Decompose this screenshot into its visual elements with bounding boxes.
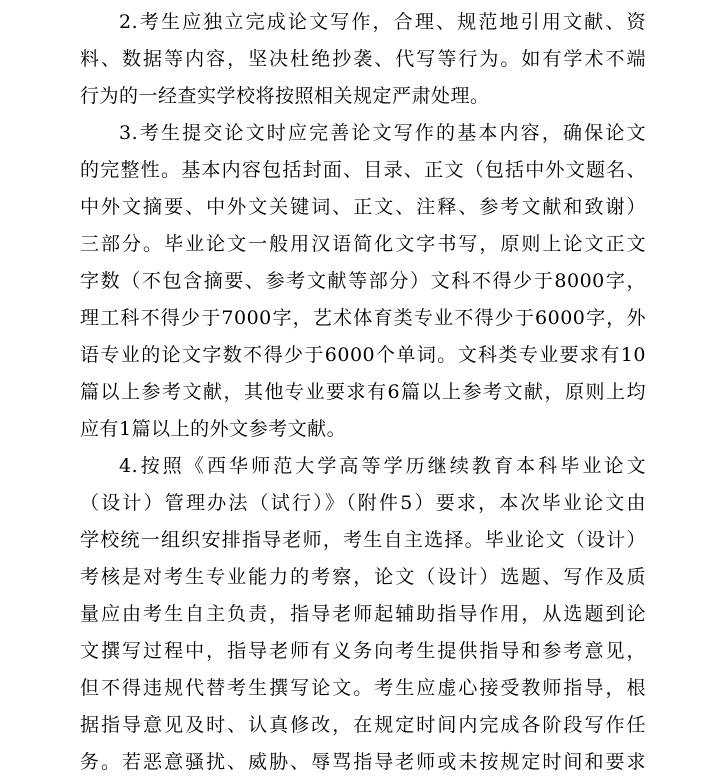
text-line: 行为的一经查实学校将按照相关规定严肃处理。 [80,85,490,107]
text-line: 文撰写过程中，指导老师有义务向考生提供指导和参考意见， [80,640,646,662]
text-line: 但不得违规代替考生撰写论文。考生应虚心接受教师指导，根 [80,677,646,699]
text-line: 4.按照《西华师范大学高等学历继续教育本科毕业论文 [119,455,646,477]
text-line: 考核是对考生专业能力的考察，论文（设计）选题、写作及质 [80,566,646,588]
text-line: 料、数据等内容，坚决杜绝抄袭、代写等行为。如有学术不端 [80,48,646,70]
text-line: 三部分。毕业论文一般用汉语简化文字书写，原则上论文正文 [80,233,646,255]
text-line: 语专业的论文字数不得少于6000个单词。文科类专业要求有10 [80,344,646,366]
text-line: 的完整性。基本内容包括封面、目录、正文（包括中外文题名、 [80,159,646,181]
text-line: 中外文摘要、中外文关键词、正文、注释、参考文献和致谢） [80,196,646,218]
text-line: 务。若恶意骚扰、威胁、辱骂指导老师或未按规定时间和要求 [80,751,646,773]
text-line: 篇以上参考文献，其他专业要求有6篇以上参考文献，原则上均 [80,381,646,403]
text-line: 理工科不得少于7000字，艺术体育类专业不得少于6000字，外 [80,307,646,329]
text-line: 3.考生提交论文时应完善论文写作的基本内容，确保论文 [119,122,646,144]
text-line: 学校统一组织安排指导老师，考生自主选择。毕业论文（设计） [80,529,646,551]
text-line: 应有1篇以上的外文参考文献。 [80,418,347,440]
text-line: 量应由考生自主负责，指导老师起辅助指导作用，从选题到论 [80,603,646,625]
text-line: （设计）管理办法（试行）》（附件5）要求，本次毕业论文由 [80,492,646,514]
text-line: 据指导意见及时、认真修改，在规定时间内完成各阶段写作任 [80,714,646,736]
text-line: 字数（不包含摘要、参考文献等部分）文科不得少于8000字， [80,270,646,292]
text-line: 2.考生应独立完成论文写作，合理、规范地引用文献、资 [119,11,646,33]
